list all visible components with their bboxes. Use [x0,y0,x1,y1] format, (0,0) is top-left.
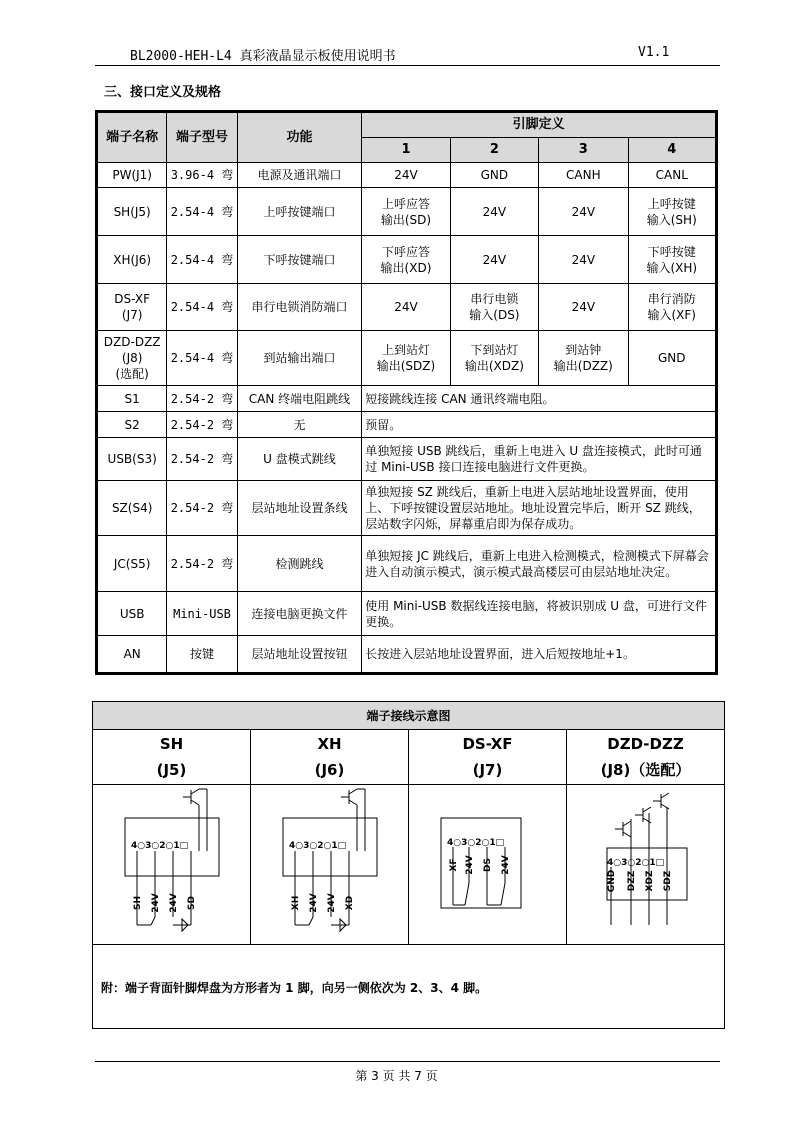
cell-desc: 预留。 [362,412,717,438]
spec-row [97,438,717,481]
wiring-note: 附：端子背面针脚焊盘为方形者为 1 脚，向另一侧依次为 2、3、4 脚。 [93,945,725,1029]
spec-row [97,188,717,236]
cell-name: XH(J6) [97,236,167,284]
cell-desc: 单独短接 JC 跳线后，重新上电进入检测模式，检测模式下屏幕会进入自动演示模式，演示模式最高楼层可由层站地址决定。 [362,536,717,592]
cell-name: PW(J1) [97,163,167,188]
cell-type: 2.54-2 弯 [167,438,237,481]
wire-label: XH [291,895,301,911]
wire-label: DZZ [627,870,637,892]
section-title: 三、接口定义及规格 [104,85,222,100]
cell-type: 2.54-2 弯 [167,412,237,438]
page-footer: 第 3 页 共 7 页 [355,1069,438,1083]
wire-label: GND [607,869,617,893]
cell-desc: 单独短接 SZ 跳线后，重新上电进入层站地址设置界面，使用上、下呼按键设置层站地址。地址设置完毕后，断开 SZ 跳线，层站数字闪烁，屏幕重启即为保存成功。 [362,481,717,536]
cell-func: 上呼按键端口 [237,188,362,236]
connector-id: (J5) [156,761,187,779]
wire-label: XF [449,858,459,872]
wiring-diagram [93,785,251,945]
cell-func: 电源及通讯端口 [237,163,362,188]
cell-type: 2.54-4 弯 [167,188,237,236]
wiring-table [92,701,725,1029]
cell-name: DZD-DZZ (J8) (选配) [97,331,167,386]
header-pin-2: 2 [450,138,538,163]
wiring-col-header [93,730,251,785]
spec-row [97,636,717,674]
cell-pin-3: 到站钟 输出(DZZ) [539,331,628,386]
wire-label: 24V [327,893,337,913]
cell-type: 2.54-2 弯 [167,386,237,412]
cell-func: 串行电锁消防端口 [237,284,362,331]
cell-pin-4: CANL [628,163,716,188]
cell-pin-4: GND [628,331,716,386]
cell-func: 连接电脑更换文件 [237,592,362,636]
cell-func: 检测跳线 [237,536,362,592]
cell-type: 2.54-4 弯 [167,236,237,284]
cell-func: CAN 终端电阻跳线 [237,386,362,412]
cell-name: SH(J5) [97,188,167,236]
spec-table [95,110,718,675]
cell-type: 3.96-4 弯 [167,163,237,188]
connector-id: (J8)（选配） [600,761,691,779]
connector-id: (J6) [314,761,345,779]
cell-pin-4: 上呼按键 输入(SH) [628,188,716,236]
cell-pin-2: GND [450,163,538,188]
cell-func: 层站地址设置条线 [237,481,362,536]
cell-func: 下呼按键端口 [237,236,362,284]
wire-label: DS [483,858,493,872]
header-func: 功能 [237,112,362,163]
wire-label: SH [133,895,143,911]
cell-type: 2.54-2 弯 [167,536,237,592]
cell-pin-2: 串行电锁 输入(DS) [450,284,538,331]
header-name: 端子名称 [97,112,167,163]
cell-type: 2.54-4 弯 [167,331,237,386]
transistor-icon [341,789,357,805]
wire-label: SD [187,896,197,910]
connector-name: DZD-DZZ [607,735,684,753]
header-type: 端子型号 [167,112,237,163]
cell-pin-1: 24V [362,163,450,188]
wiring-diagram [567,785,725,945]
cell-pin-2: 24V [450,188,538,236]
wire-label: 24V [465,855,475,875]
cell-func: 到站输出端口 [237,331,362,386]
cell-name: USB(S3) [97,438,167,481]
spec-row [97,331,717,386]
wiring-title: 端子接线示意图 [93,702,725,730]
header-rule [95,65,720,66]
cell-name: SZ(S4) [97,481,167,536]
wiring-col-header [567,730,725,785]
cell-pin-3: 24V [539,284,628,331]
cell-pin-3: 24V [539,236,628,284]
cell-type: 2.54-2 弯 [167,481,237,536]
transistor-icon [653,793,669,809]
cell-type: 按键 [167,636,237,674]
spec-row [97,386,717,412]
wire-label: 24V [151,893,161,913]
cell-func: 无 [237,412,362,438]
cell-desc: 长按进入层站地址设置界面，进入后短按地址+1。 [362,636,717,674]
cell-pin-2: 下到站灯 输出(XDZ) [450,331,538,386]
spec-row [97,236,717,284]
wire-label: XD [345,895,355,911]
wire-label: 24V [169,893,179,913]
cell-name: USB [97,592,167,636]
cell-type: Mini-USB [167,592,237,636]
spec-row [97,481,717,536]
transistor-icon [183,789,199,805]
cell-name: DS-XF (J7) [97,284,167,331]
wire-label: 24V [309,893,319,913]
connector-id: (J7) [472,761,503,779]
pin-numbers: 4○3○2○1□ [289,841,347,851]
cell-desc: 短接跳线连接 CAN 通讯终端电阻。 [362,386,717,412]
header-pin-4: 4 [628,138,716,163]
cell-pin-2: 24V [450,236,538,284]
cell-desc: 单独短接 USB 跳线后，重新上电进入 U 盘连接模式，此时可通过 Mini-USB 接口连接电脑进行文件更换。 [362,438,717,481]
cell-name: AN [97,636,167,674]
footer-rule [95,1061,720,1062]
doc-title: BL2000-HEH-L4 真彩液晶显示板使用说明书 [130,49,396,64]
cell-pin-3: 24V [539,188,628,236]
spec-row [97,284,717,331]
cell-pin-3: CANH [539,163,628,188]
cell-func: 层站地址设置按钮 [237,636,362,674]
cell-type: 2.54-4 弯 [167,284,237,331]
cell-name: S2 [97,412,167,438]
header-pins-group: 引脚定义 [362,112,717,138]
header-pin-1: 1 [362,138,450,163]
cell-desc: 使用 Mini-USB 数据线连接电脑，将被识别成 U 盘，可进行文件更换。 [362,592,717,636]
pin-numbers: 4○3○2○1□ [447,838,505,848]
transistor-icon [615,821,631,837]
wire-label: SDZ [663,870,673,892]
spec-row [97,592,717,636]
wire-label: 24V [501,855,511,875]
connector-name: XH [317,735,342,753]
header-pin-3: 3 [539,138,628,163]
pin-numbers: 4○3○2○1□ [131,841,189,851]
doc-version: V1.1 [638,45,670,60]
cell-name: JC(S5) [97,536,167,592]
cell-pin-4: 下呼按键 输入(XH) [628,236,716,284]
spec-row [97,412,717,438]
wiring-diagram [251,785,409,945]
spec-row [97,536,717,592]
spec-row [97,163,717,188]
cell-pin-1: 上呼应答 输出(SD) [362,188,450,236]
cell-pin-1: 24V [362,284,450,331]
connector-name: DS-XF [462,735,513,753]
cell-pin-1: 上到站灯 输出(SDZ) [362,331,450,386]
cell-func: U 盘模式跳线 [237,438,362,481]
wiring-col-header [409,730,567,785]
cell-pin-4: 串行消防 输入(XF) [628,284,716,331]
wiring-diagram [409,785,567,945]
wire-label: XDZ [645,870,655,892]
connector-name: SH [159,735,184,753]
pin-numbers: 4○3○2○1□ [607,858,665,868]
cell-pin-1: 下呼应答 输出(XD) [362,236,450,284]
cell-name: S1 [97,386,167,412]
wiring-col-header [251,730,409,785]
